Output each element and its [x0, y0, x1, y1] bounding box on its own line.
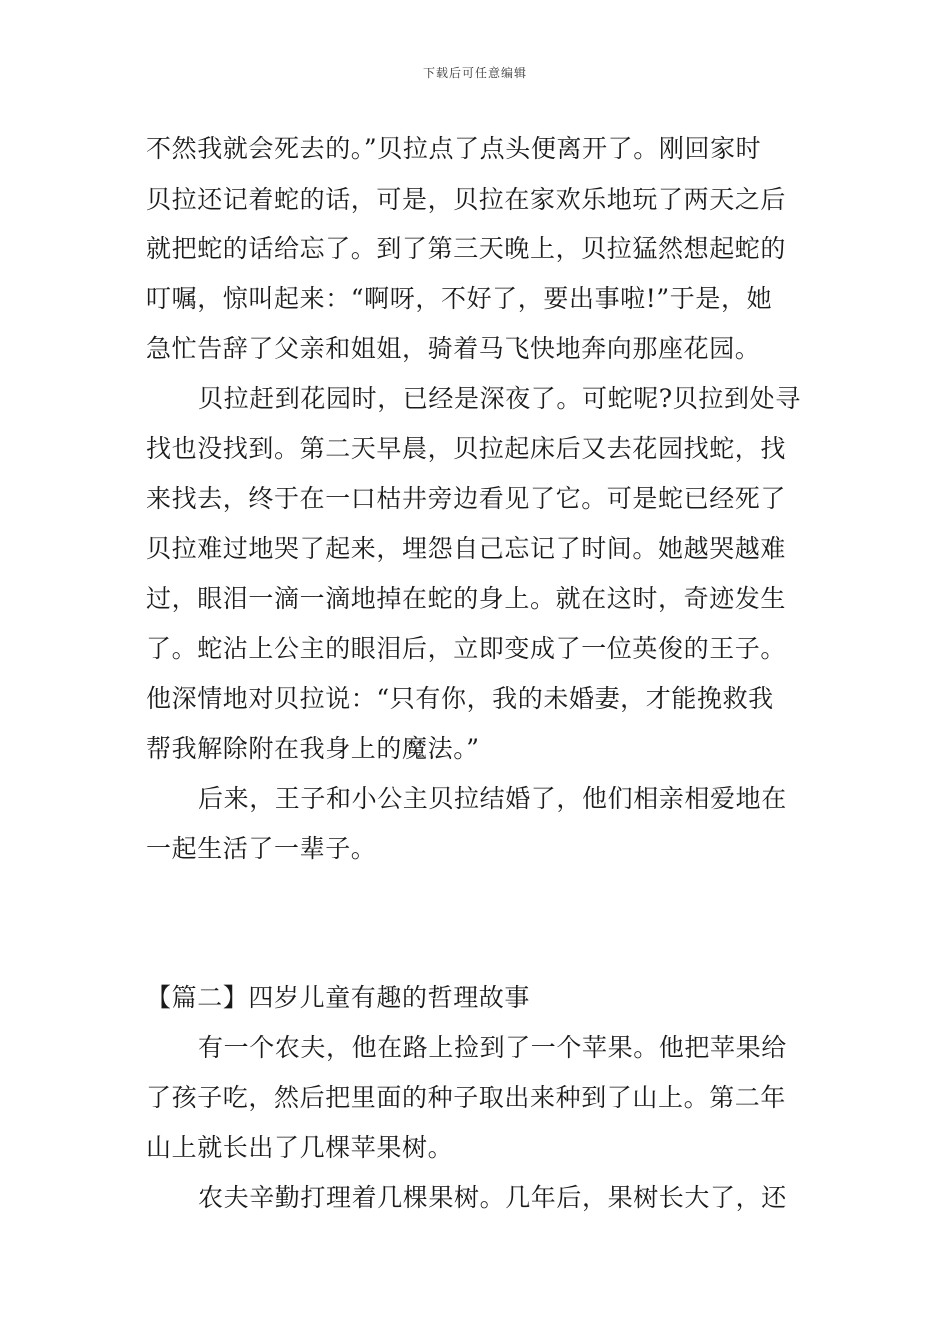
page-header: 下载后可任意编辑: [422, 66, 527, 80]
text-line: 贝拉还记着蛇的话，可是，贝拉在家欢乐地玩了两天之后: [146, 185, 787, 214]
text-line: 他深情地对贝拉说：“只有你，我的未婚妻，才能挽救我: [146, 684, 774, 713]
section-heading: 【篇二】四岁儿童有趣的哲理故事: [146, 983, 531, 1012]
text-line: 帮我解除附在我身上的魔法。”: [146, 734, 480, 763]
text-line: 贝拉难过地哭了起来，埋怨自己忘记了时间。她越哭越难: [146, 534, 787, 563]
paragraph-start-line: 农夫辛勤打理着几棵果树。几年后，果树长大了，还: [198, 1183, 787, 1212]
text-line: 就把蛇的话给忘了。到了第三天晚上，贝拉猛然想起蛇的: [146, 234, 787, 263]
paragraph-start-line: 贝拉赶到花园时，已经是深夜了。可蛇呢?贝拉到处寻: [198, 384, 801, 413]
text-line: 了孩子吃，然后把里面的种子取出来种到了山上。第二年: [146, 1083, 787, 1112]
text-line: 找也没找到。第二天早晨，贝拉起床后又去花园找蛇，找: [146, 434, 787, 463]
text-line: 山上就长出了几棵苹果树。: [146, 1133, 454, 1162]
text-line: 过，眼泪一滴一滴地掉在蛇的身上。就在这时，奇迹发生: [146, 584, 787, 613]
paragraph-start-line: 有一个农夫，他在路上捡到了一个苹果。他把苹果给: [198, 1033, 787, 1062]
text-line: 一起生活了一辈子。: [146, 834, 377, 863]
text-line: 了。蛇沾上公主的眼泪后，立即变成了一位英俊的王子。: [146, 634, 787, 663]
text-line: 急忙告辞了父亲和姐姐，骑着马飞快地奔向那座花园。: [146, 334, 761, 363]
text-line: 来找去，终于在一口枯井旁边看见了它。可是蛇已经死了: [146, 484, 787, 513]
text-line: 不然我就会死去的。”贝拉点了点头便离开了。刚回家时: [146, 134, 762, 163]
paragraph-start-line: 后来，王子和小公主贝拉结婚了，他们相亲相爱地在: [198, 784, 787, 813]
text-line: 叮嘱，惊叫起来：“啊呀，不好了，要出事啦!”于是，她: [146, 284, 773, 313]
